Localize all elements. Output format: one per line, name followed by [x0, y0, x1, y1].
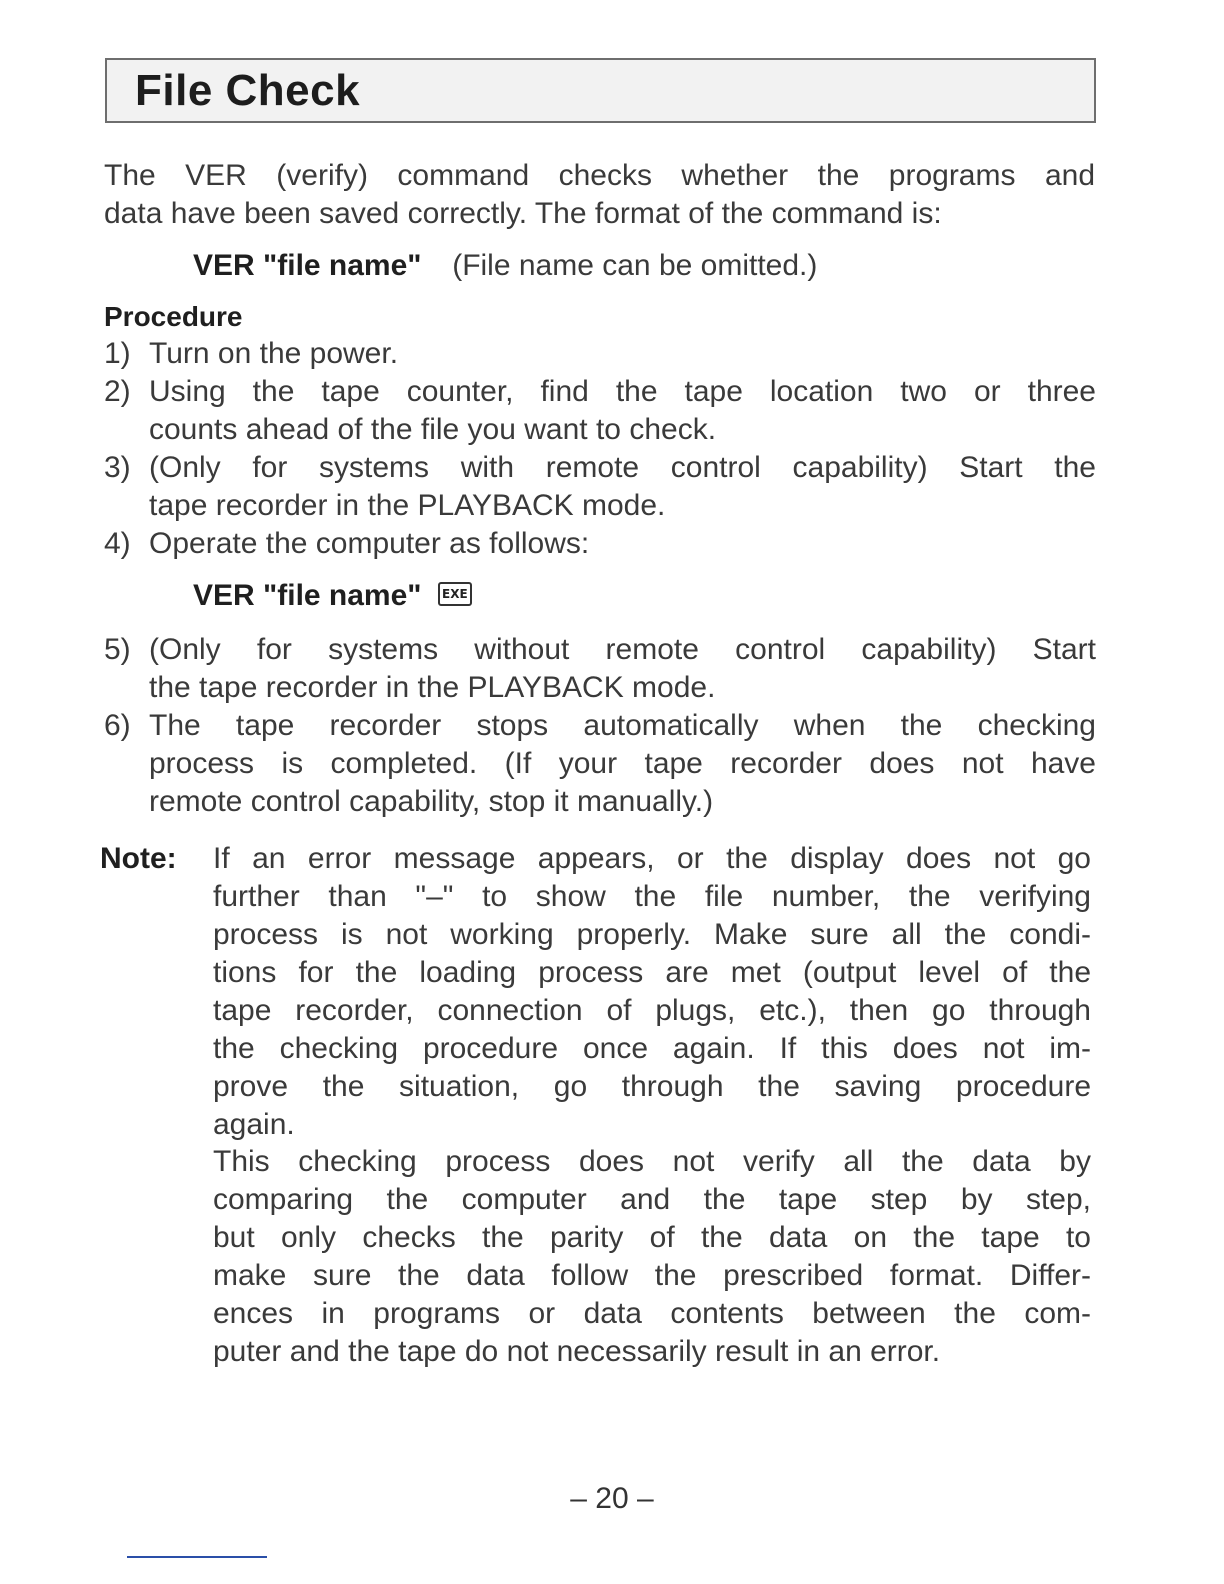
step-line: the tape recorder in the PLAYBACK mode.: [149, 671, 716, 704]
syntax-line: [193, 247, 817, 285]
syntax-command: VER "file name": [193, 249, 422, 282]
step-line: Using the tape counter, find the tape location two or three: [149, 375, 1096, 408]
step-text: [149, 373, 1096, 449]
step-text: [149, 631, 1096, 707]
note-line: tape recorder, connection of plugs, etc.), then go through: [213, 994, 1091, 1027]
intro-line: data have been saved correctly. The format of the command is:: [104, 197, 942, 230]
note-line: further than "–" to show the file number, the verifying: [213, 880, 1091, 913]
step-number: 3): [104, 451, 131, 484]
step-line: The tape recorder stops automatically when the checking: [149, 709, 1096, 742]
page-number: – 20 –: [570, 1482, 654, 1515]
step-line: tape recorder in the PLAYBACK mode.: [149, 489, 666, 522]
step-line: remote control capability, stop it manually.): [149, 785, 714, 818]
note-line: tions for the loading process are met (output level of the: [213, 956, 1091, 989]
step-number: 5): [104, 633, 131, 666]
note-line: ences in programs or data contents between the com-: [213, 1297, 1091, 1330]
step-text: Operate the computer as follows:: [149, 527, 590, 560]
step-number: 2): [104, 375, 131, 408]
note-line: make sure the data follow the prescribed format. Differ-: [213, 1259, 1091, 1292]
step-line: counts ahead of the file you want to check.: [149, 413, 717, 446]
step-text: Turn on the power.: [149, 337, 399, 370]
step-line: (Only for systems with remote control capability) Start the: [149, 451, 1096, 484]
section-title-box: [105, 58, 1096, 123]
step-text: [149, 449, 1096, 525]
intro-line: The VER (verify) command checks whether the programs and: [104, 159, 1095, 192]
syntax-note: (File name can be omitted.): [452, 249, 818, 282]
note-paragraph-2: [213, 1143, 1091, 1371]
step-number: 6): [104, 709, 131, 742]
operate-command-line: [193, 577, 472, 615]
note-line: again.: [213, 1108, 295, 1141]
step-text: [149, 707, 1096, 821]
note-line: process is not working properly. Make sure all the condi-: [213, 918, 1091, 951]
note-line: comparing the computer and the tape step by step,: [213, 1183, 1091, 1216]
note-paragraph-1: [213, 840, 1091, 1144]
step-number: 1): [104, 337, 131, 370]
note-line: puter and the tape do not necessarily result in an error.: [213, 1335, 941, 1368]
note-line: prove the situation, go through the saving procedure: [213, 1070, 1091, 1103]
note-line: This checking process does not verify all the data by: [213, 1145, 1091, 1178]
intro-paragraph: [104, 157, 1095, 233]
step-line: process is completed. (If your tape recorder does not have: [149, 747, 1096, 780]
note-line: the checking procedure once again. If this does not im-: [213, 1032, 1091, 1065]
note-label: Note:: [100, 842, 177, 875]
step-number: 4): [104, 527, 131, 560]
section-title: File Check: [135, 66, 361, 115]
operate-command: VER "file name": [193, 579, 422, 612]
note-line: If an error message appears, or the display does not go: [213, 842, 1091, 875]
procedure-heading: Procedure: [104, 301, 243, 332]
exe-key-icon: EXE: [438, 582, 472, 606]
scan-edge-line: [127, 1556, 267, 1558]
note-line: but only checks the parity of the data on the tape to: [213, 1221, 1091, 1254]
step-line: (Only for systems without remote control capability) Start: [149, 633, 1096, 666]
